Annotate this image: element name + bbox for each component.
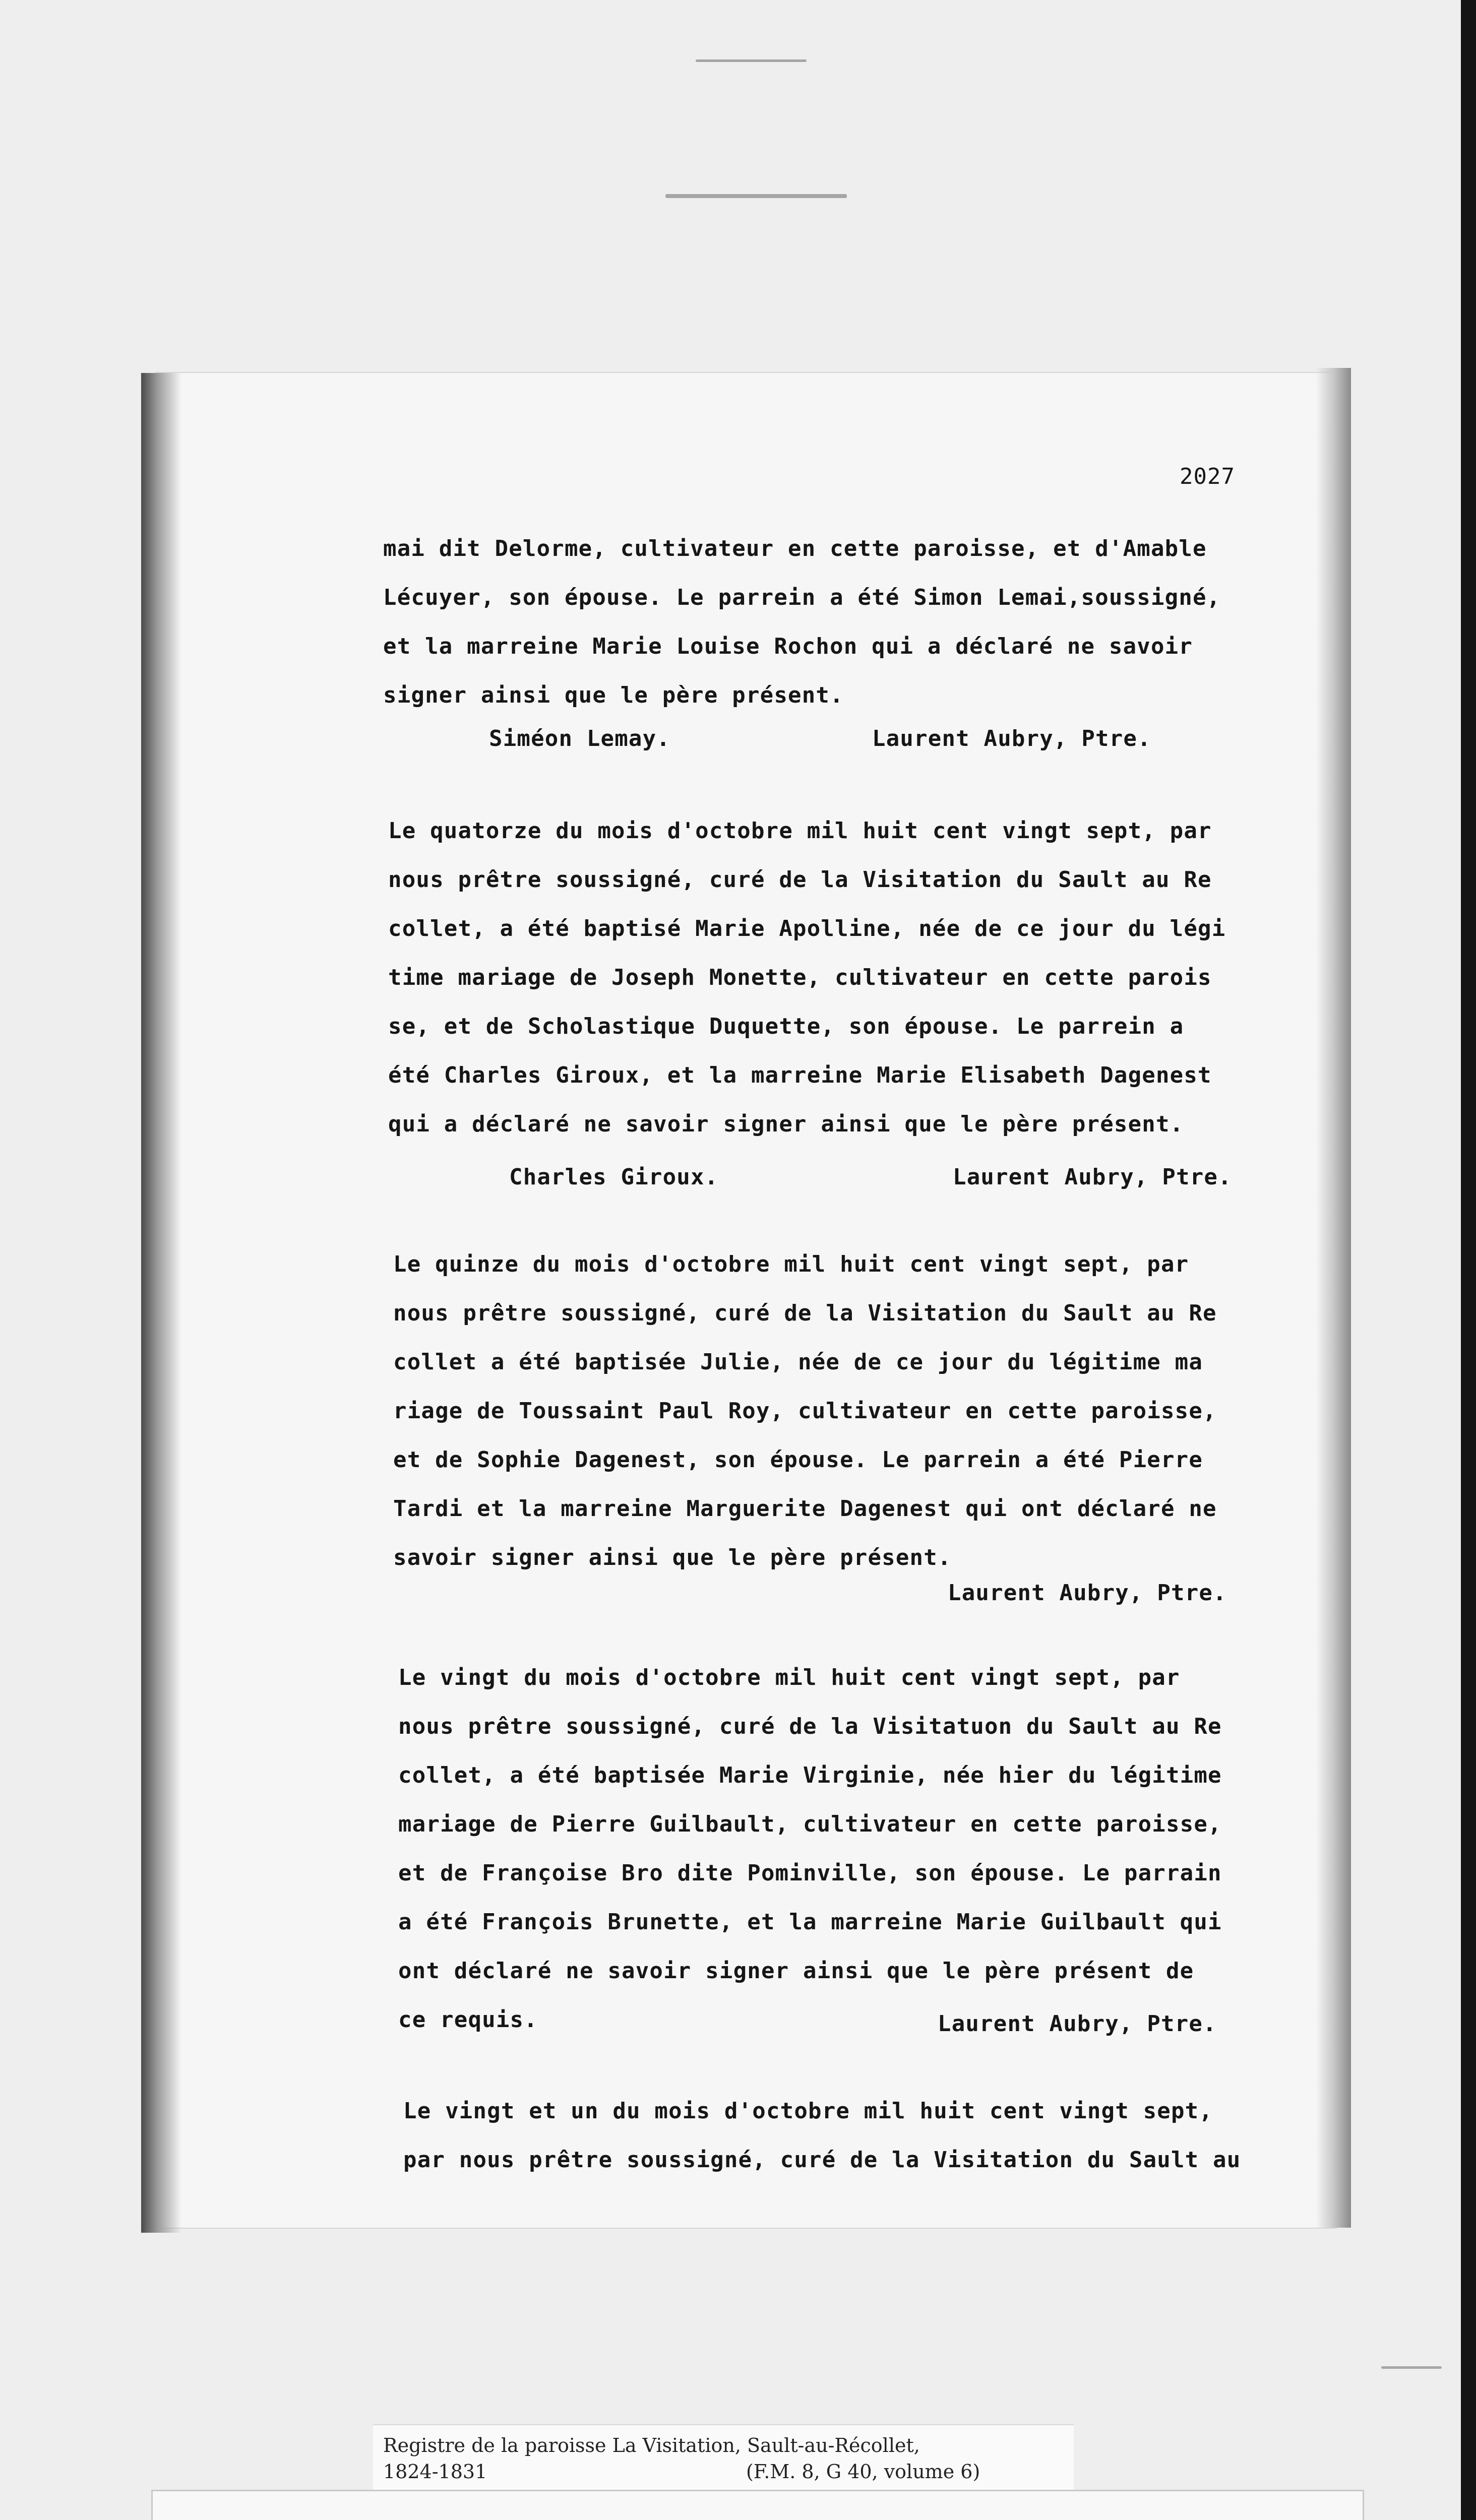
typed-line: Lécuyer, son épouse. Le parrein a été Simon Lemai,soussigné, xyxy=(383,585,1221,610)
typed-line: qui a déclaré ne savoir signer ainsi que le père présent. xyxy=(388,1111,1184,1137)
typed-line: collet a été baptisée Julie, née de ce jour du légitime ma xyxy=(393,1349,1203,1375)
typed-line: par nous prêtre soussigné, curé de la Visitation du Sault au xyxy=(403,2147,1241,2173)
typed-line: et de Sophie Dagenest, son épouse. Le parrein a été Pierre xyxy=(393,1447,1203,1473)
typed-line: Le vingt du mois d'octobre mil huit cent vingt sept, par xyxy=(398,1665,1180,1690)
label-title: Registre de la paroisse La Visitation, Sault-au-Récollet, xyxy=(383,2434,920,2456)
signature-priest: Laurent Aubry, Ptre. xyxy=(953,1164,1232,1190)
typed-line: mariage de Pierre Guilbault, cultivateur en cette paroisse, xyxy=(398,1811,1222,1837)
typed-line: et de Françoise Bro dite Pominville, son épouse. Le parrain xyxy=(398,1860,1222,1886)
typed-line: ont déclaré ne savoir signer ainsi que le père présent de xyxy=(398,1958,1194,1984)
film-edge xyxy=(1461,0,1476,2520)
typed-line: Le quinze du mois d'octobre mil huit cent vingt sept, par xyxy=(393,1251,1189,1277)
scan-mark xyxy=(1381,2366,1442,2369)
page-number: 2027 xyxy=(1180,464,1235,489)
typed-line: nous prêtre soussigné, curé de la Visitation du Sault au Re xyxy=(388,867,1212,893)
scan-mark xyxy=(696,59,807,62)
typed-line: nous prêtre soussigné, curé de la Visitatuon du Sault au Re xyxy=(398,1714,1222,1739)
signature-priest: Laurent Aubry, Ptre. xyxy=(872,726,1151,751)
typed-line: Le quatorze du mois d'octobre mil huit cent vingt sept, par xyxy=(388,818,1212,844)
signature-priest: Laurent Aubry, Ptre. xyxy=(948,1580,1227,1606)
typed-register-page xyxy=(156,373,1336,2228)
label-reference: (F.M. 8, G 40, volume 6) xyxy=(746,2461,980,2483)
signature-witness: Siméon Lemay. xyxy=(489,726,670,751)
typed-line: a été François Brunette, et la marreine Marie Guilbault qui xyxy=(398,1909,1222,1935)
typed-line: se, et de Scholastique Duquette, son épouse. Le parrein a xyxy=(388,1014,1184,1039)
signature-witness: Charles Giroux. xyxy=(509,1164,719,1190)
typed-line: signer ainsi que le père présent. xyxy=(383,682,844,708)
typed-line: mai dit Delorme, cultivateur en cette paroisse, et d'Amable xyxy=(383,536,1207,561)
typed-line: Tardi et la marreine Marguerite Dagenest qui ont déclaré ne xyxy=(393,1496,1217,1522)
archives-stamp xyxy=(151,2490,1364,2520)
scan-mark xyxy=(665,194,847,198)
page-shadow xyxy=(1316,368,1351,2228)
typed-line: été Charles Giroux, et la marreine Marie Elisabeth Dagenest xyxy=(388,1062,1212,1088)
typed-line: ce requis. xyxy=(398,2007,538,2033)
typed-line: et la marreine Marie Louise Rochon qui a déclaré ne savoir xyxy=(383,634,1193,659)
typed-line: nous prêtre soussigné, curé de la Visitation du Sault au Re xyxy=(393,1300,1217,1326)
typed-line: time mariage de Joseph Monette, cultivateur en cette parois xyxy=(388,965,1212,990)
label-years: 1824-1831 xyxy=(383,2461,487,2483)
typed-line: Le vingt et un du mois d'octobre mil huit cent vingt sept, xyxy=(403,2098,1213,2124)
page-shadow xyxy=(141,373,181,2233)
typed-line: savoir signer ainsi que le père présent. xyxy=(393,1545,952,1570)
signature-priest: Laurent Aubry, Ptre. xyxy=(938,2011,1217,2037)
typed-line: riage de Toussaint Paul Roy, cultivateur en cette paroisse, xyxy=(393,1398,1217,1424)
typed-line: collet, a été baptisé Marie Apolline, née de ce jour du légi xyxy=(388,916,1226,941)
typed-line: collet, a été baptisée Marie Virginie, née hier du légitime xyxy=(398,1762,1222,1788)
